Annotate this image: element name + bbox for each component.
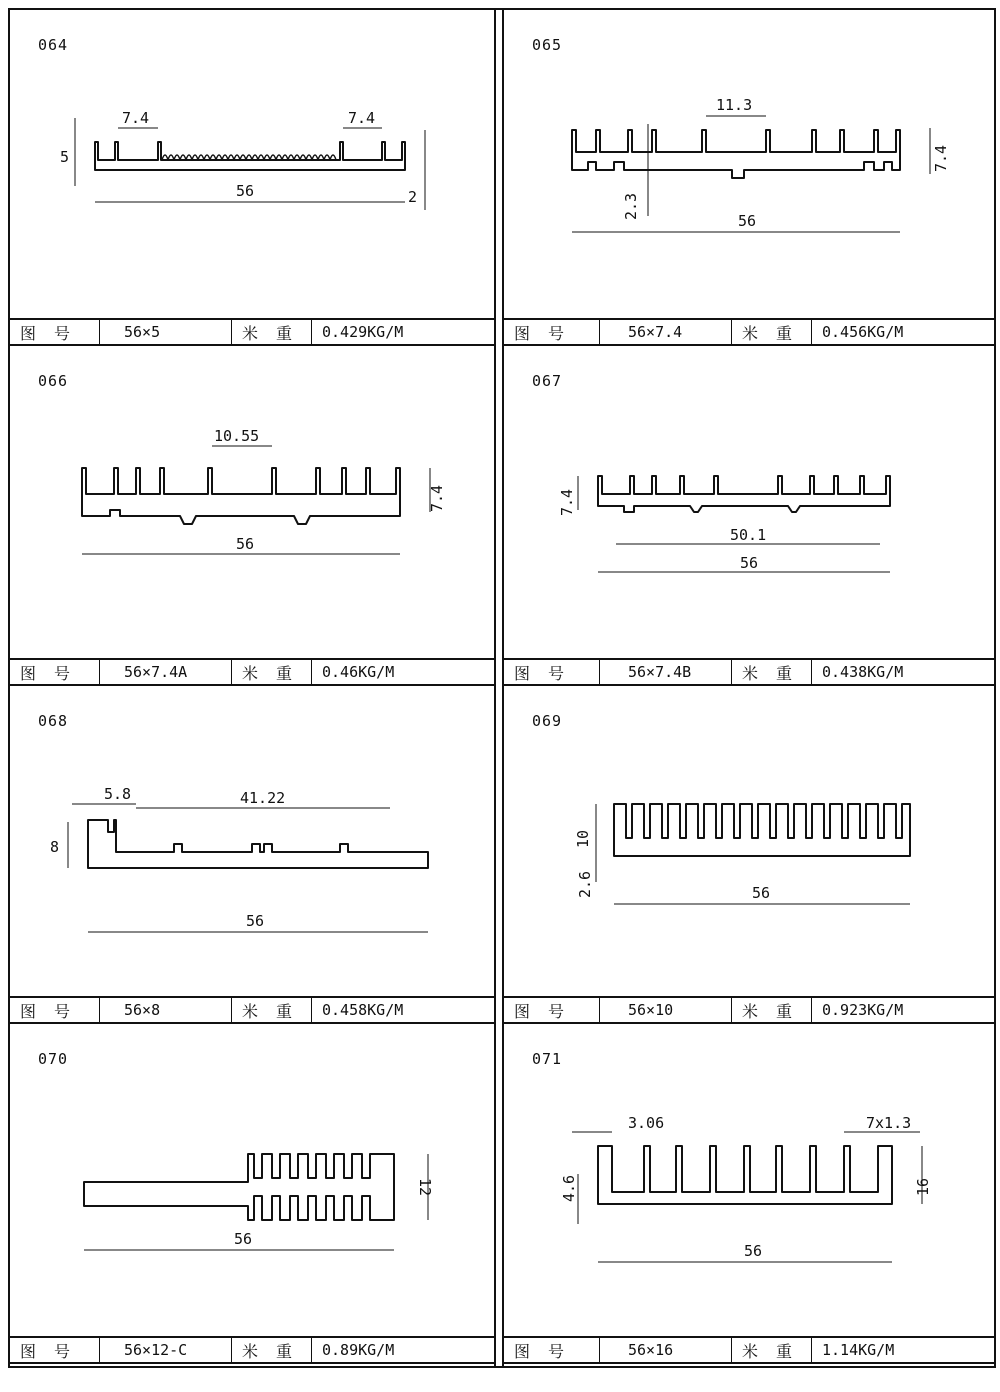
panel-068: [10, 686, 494, 1024]
drawing-no-label: 图号: [10, 1338, 100, 1362]
column-divider: [494, 8, 496, 1368]
panel-065: [504, 10, 996, 346]
drawing-no-label: 图号: [10, 998, 100, 1022]
spec-row: [10, 658, 494, 686]
profile-drawing: [504, 686, 996, 998]
dim-label: 5.8: [104, 785, 132, 803]
profile-code: 070: [38, 1050, 69, 1068]
weight-label: 米重: [732, 998, 812, 1022]
panel-069: [504, 686, 996, 1024]
dim-label: 4.6: [560, 1174, 578, 1202]
profile-code: 066: [38, 372, 69, 390]
profile-code: 068: [38, 712, 69, 730]
profile-code: 069: [532, 712, 563, 730]
profile-code: 064: [38, 36, 69, 54]
dim-label: 7.4: [558, 488, 576, 516]
drawing-no-label: 图号: [504, 1338, 600, 1362]
dim-label: 2: [408, 188, 418, 206]
weight-value: 0.46KG/M: [322, 663, 395, 681]
profile-code: 071: [532, 1050, 563, 1068]
weight-value: 1.14KG/M: [822, 1341, 895, 1359]
dim-label: 56: [740, 554, 759, 572]
weight-label: 米重: [232, 998, 312, 1022]
weight-label: 米重: [232, 320, 312, 344]
size-value: 56×5: [100, 320, 232, 344]
dim-label: 50.1: [730, 526, 767, 544]
panel-071: [504, 1024, 996, 1368]
drawing-no-label: 图号: [504, 998, 600, 1022]
size-value: 56×8: [100, 998, 232, 1022]
spec-row: [504, 318, 996, 346]
weight-value: 0.429KG/M: [322, 323, 404, 341]
dim-label: 7.4: [348, 109, 376, 127]
dim-label: 2.3: [622, 192, 640, 220]
size-value: 56×7.4B: [600, 660, 732, 684]
drawing-no-label: 图号: [504, 660, 600, 684]
profile-code: 065: [532, 36, 563, 54]
spec-row: [504, 658, 996, 686]
profile-drawing: [504, 1024, 996, 1336]
spec-row: [504, 1336, 996, 1364]
dim-label: 10: [574, 829, 592, 848]
dim-label: 2.6: [576, 870, 594, 898]
panel-066: [10, 346, 494, 686]
dim-label: 56: [738, 212, 757, 230]
profile-drawing: [10, 686, 494, 998]
spec-row: [10, 318, 494, 346]
dim-label: 11.3: [716, 96, 753, 114]
size-value: 56×16: [600, 1338, 732, 1362]
drawing-no-label: 图号: [10, 320, 100, 344]
profile-drawing: [10, 346, 494, 658]
dim-label: 5: [60, 148, 70, 166]
dim-label: 7.4: [428, 484, 446, 512]
weight-value: 0.438KG/M: [822, 663, 904, 681]
drawing-no-label: 图号: [504, 320, 600, 344]
dim-label: 7.4: [122, 109, 150, 127]
profile-drawing: [10, 10, 494, 320]
weight-label: 米重: [232, 1338, 312, 1362]
dim-label: 16: [914, 1177, 932, 1196]
spec-row: [10, 1336, 494, 1364]
dim-label: 56: [752, 884, 771, 902]
panel-067: [504, 346, 996, 686]
profile-code: 067: [532, 372, 563, 390]
dim-label: 12: [416, 1178, 434, 1197]
profile-drawing: [504, 10, 996, 320]
weight-label: 米重: [232, 660, 312, 684]
dim-label: 41.22: [240, 789, 286, 807]
dim-label: 56: [236, 182, 255, 200]
profile-drawing: [504, 346, 996, 658]
weight-value: 0.89KG/M: [322, 1341, 395, 1359]
panel-064: [10, 10, 494, 346]
dim-label: 10.55: [214, 427, 260, 445]
size-value: 56×12-C: [100, 1338, 232, 1362]
dim-label: 56: [744, 1242, 763, 1260]
weight-label: 米重: [732, 320, 812, 344]
dim-label: 56: [246, 912, 265, 930]
dim-label: 56: [234, 1230, 253, 1248]
dim-label: 56: [236, 535, 255, 553]
dim-label: 3.06: [628, 1114, 665, 1132]
panel-070: [10, 1024, 494, 1368]
dim-label: 8: [50, 838, 60, 856]
weight-value: 0.923KG/M: [822, 1001, 904, 1019]
size-value: 56×7.4A: [100, 660, 232, 684]
size-value: 56×10: [600, 998, 732, 1022]
dim-label: 7.4: [932, 144, 950, 172]
drawing-no-label: 图号: [10, 660, 100, 684]
weight-value: 0.458KG/M: [322, 1001, 404, 1019]
spec-row: [504, 996, 996, 1024]
spec-row: [10, 996, 494, 1024]
weight-label: 米重: [732, 660, 812, 684]
profile-drawing: [10, 1024, 494, 1336]
size-value: 56×7.4: [600, 320, 732, 344]
weight-value: 0.456KG/M: [822, 323, 904, 341]
dim-label: 7x1.3: [866, 1114, 912, 1132]
weight-label: 米重: [732, 1338, 812, 1362]
